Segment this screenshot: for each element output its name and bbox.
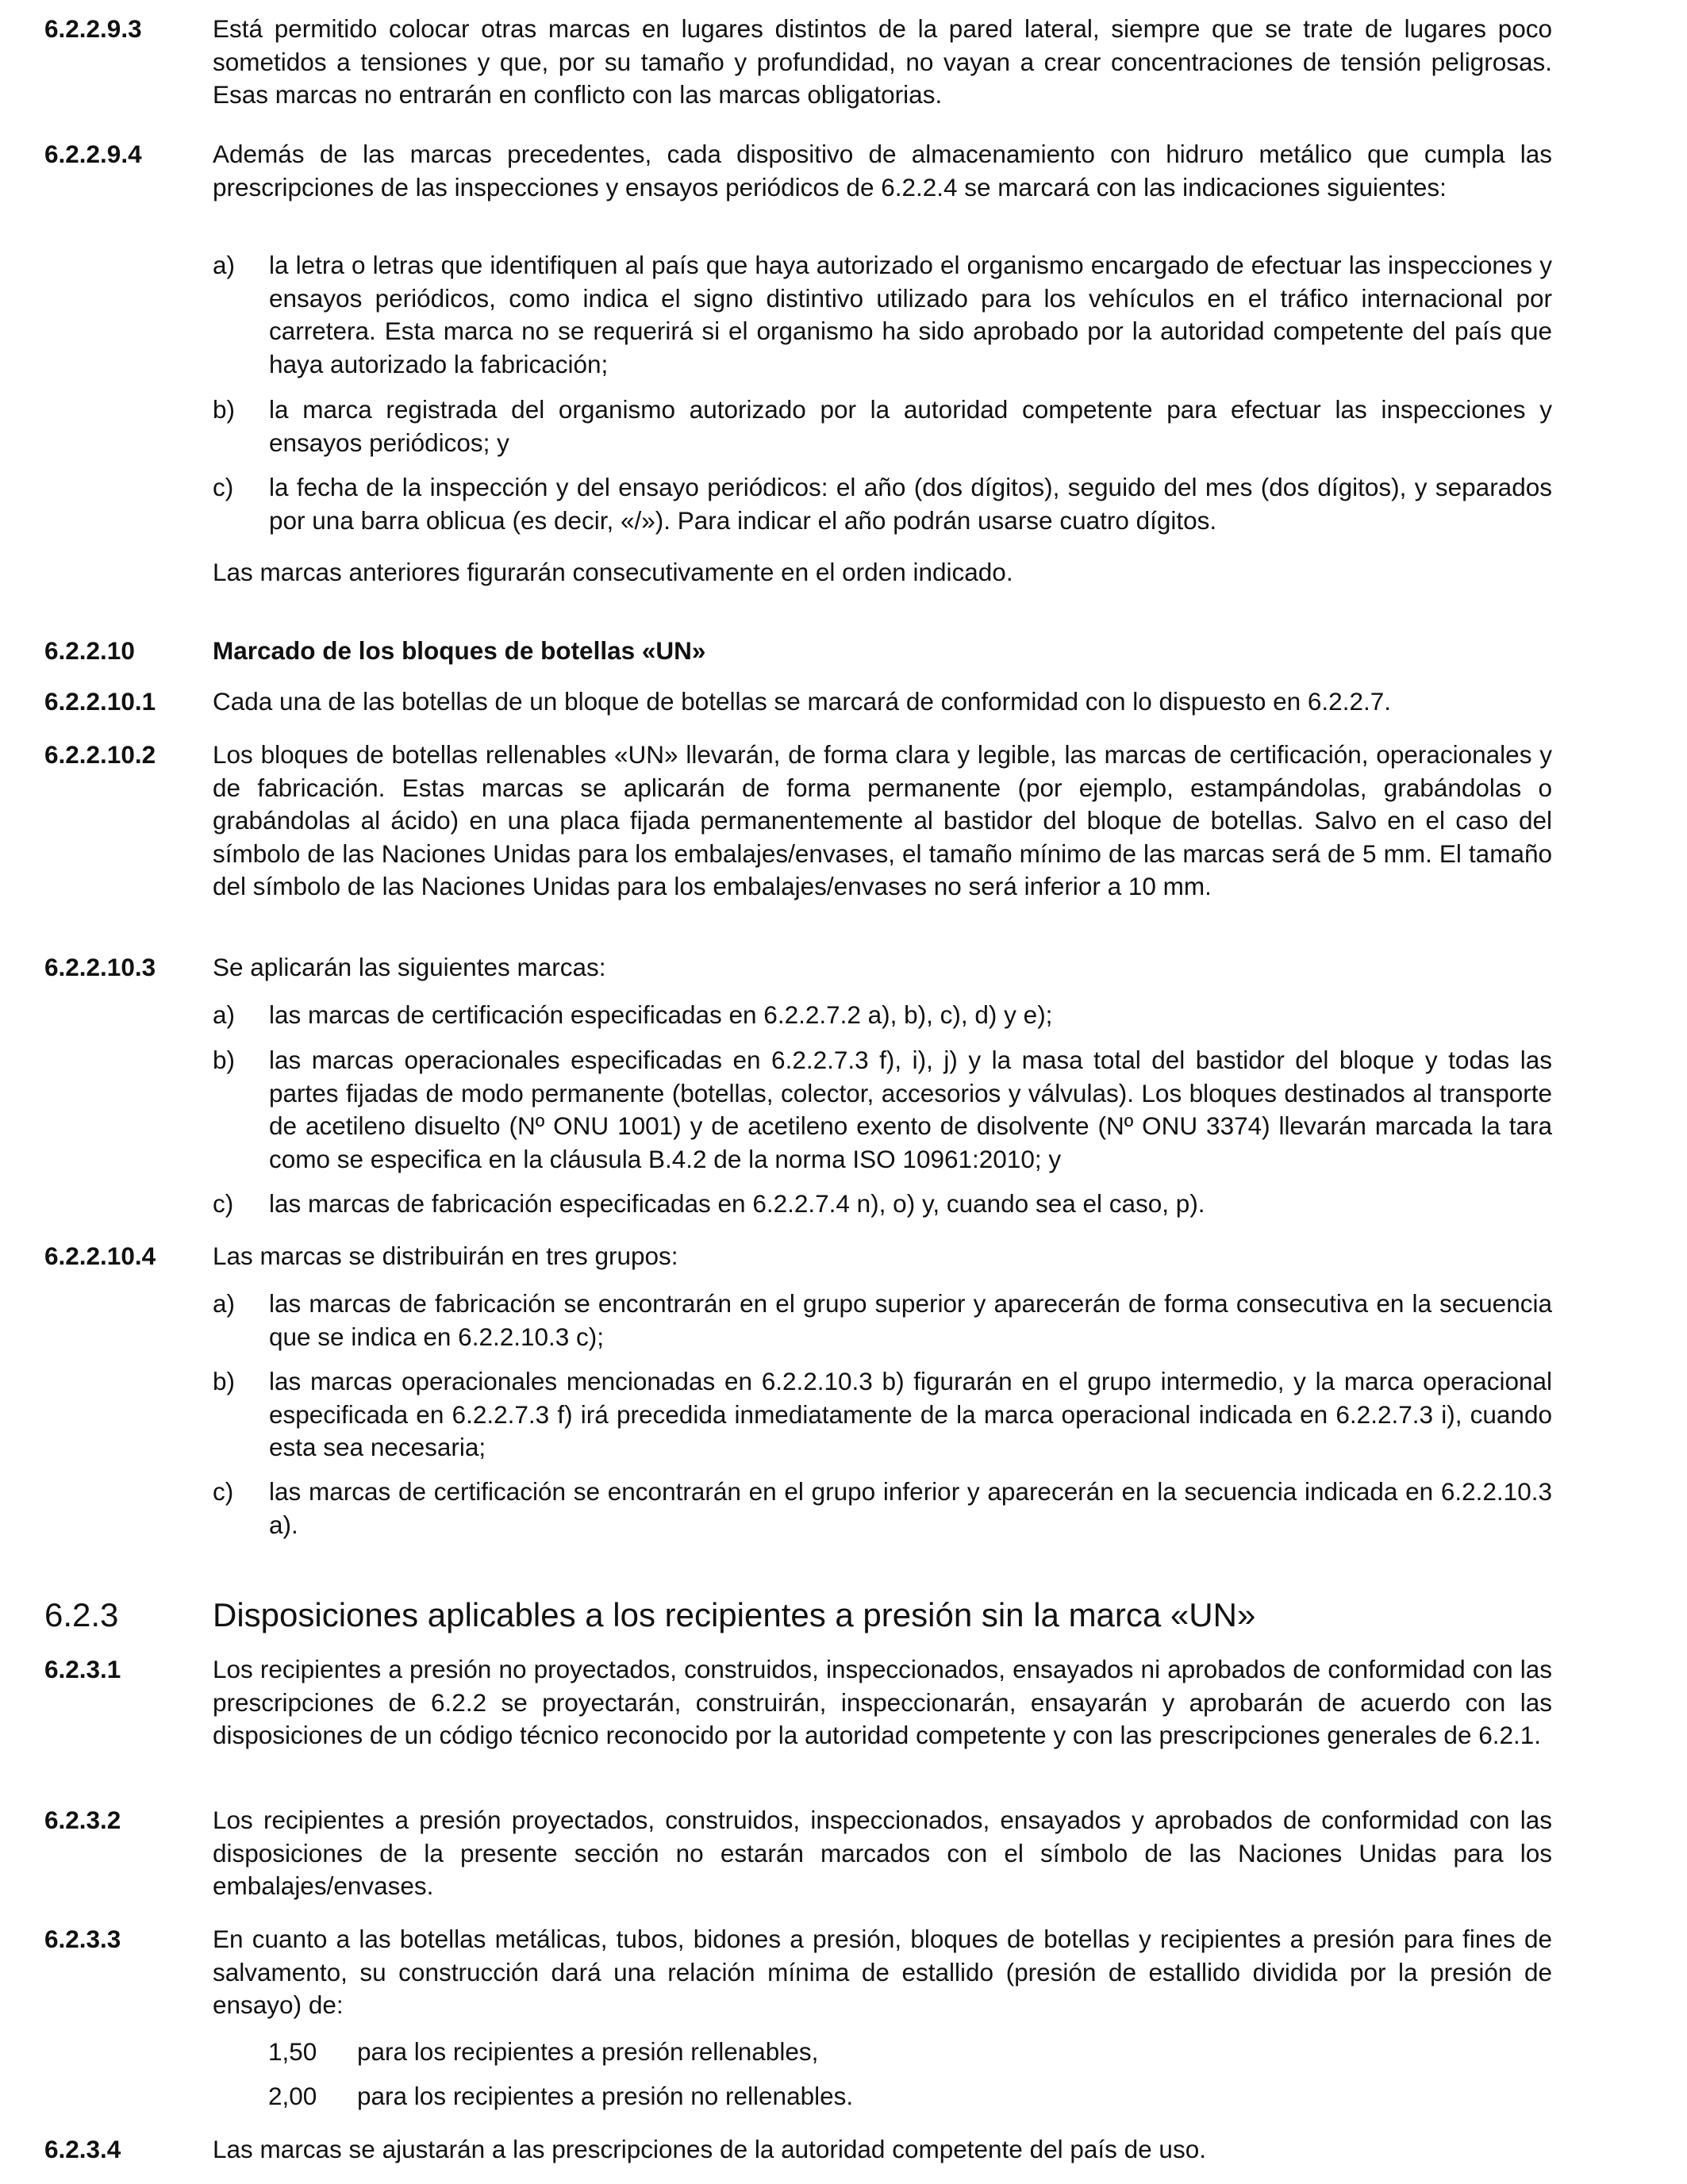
paragraph-number: 6.2.2.10.2 [44,740,156,769]
paragraph-number: 6.2.2.10.4 [44,1242,156,1270]
list-item-text: las marcas de fabricación se encontrarán en el grupo superior y aparecerán de forma consecutiva en la secuencia que se indica en 6.2.2.10.3 c); [269,1289,1552,1351]
list-item-letter: c) [213,1477,234,1506]
paragraph-number: 6.2.2.9.3 [44,14,142,43]
subsection-title: Marcado de los bloques de botellas «UN» [213,636,706,665]
list-item [213,249,1552,381]
paragraph-text: Las marcas se ajustarán a las prescripciones de la autoridad competente del país de uso. [213,2135,1206,2163]
paragraph-6-2-3-2 [44,1804,1552,1903]
paragraph-number: 6.2.3.3 [44,1925,121,1953]
list-item-letter: b) [213,395,236,424]
paragraph-number: 6.2.2.9.4 [44,140,142,168]
paragraph-text: Los recipientes a presión no proyectados, construidos, inspeccionados, ensayados ni aprobados de conformidad con las prescripciones de 6.2.2 se proyectarán, construirán, inspeccionarán, ensayarán y aprobarán de acuerdo con las disposiciones de un código técnico reconocido por la autoridad competente y con las prescripciones generales de 6.2.1. [213,1655,1552,1749]
paragraph-6-2-2-10-1 [44,685,1552,719]
paragraph-6-2-2-9-3 [44,13,1552,112]
ratio-description: para los recipientes a presión no rellenables. [357,2082,854,2110]
list-item-letter: c) [213,473,234,501]
section-title: Disposiciones aplicables a los recipientes a presión sin la marca «UN» [213,1596,1256,1633]
paragraph-6-2-2-10-4 [44,1240,1552,1273]
paragraph-text: Los bloques de botellas rellenables «UN» llevarán, de forma clara y legible, las marcas de certificación, operacionales y de fabricación. Estas marcas se aplicarán de forma permanente (por ejemplo, estampándolas, grabándolas o grabándolas al ácido) en una placa fijada permanentemente al bastidor del bloque de botellas. Salvo en el caso del símbolo de las Naciones Unidas para los embalajes/envases, el tamaño mínimo de las marcas será de 5 mm. El tamaño del símbolo de las Naciones Unidas para los embalajes/envases no será inferior a 10 mm. [213,740,1552,900]
list-item [213,999,1552,1032]
section-number: 6.2.3 [44,1596,119,1633]
list-item-text: las marcas de certificación especificadas en 6.2.2.7.2 a), b), c), d) y e); [269,1000,1053,1029]
list-item-text: las marcas de certificación se encontrarán en el grupo inferior y aparecerán en la secuencia indicada en 6.2.2.10.3 a). [269,1477,1552,1539]
list-item [213,1188,1552,1221]
paragraph-6-2-2-10-2 [44,739,1552,904]
paragraph-number: 6.2.2.10 [44,636,135,665]
subsection-heading-6-2-2-10 [44,635,1552,668]
ratio-value: 2,00 [268,2082,317,2110]
paragraph-text: Las marcas anteriores figurarán consecutivamente en el orden indicado. [213,558,1013,586]
paragraph-number: 6.2.3.1 [44,1655,121,1683]
paragraph-text: Además de las marcas precedentes, cada dispositivo de almacenamiento con hidruro metálico que cumpla las prescripciones de las inspecciones y ensayos periódicos de 6.2.2.4 se marcará con las indicaciones siguientes: [213,140,1552,202]
list-item-text: las marcas operacionales mencionadas en 6.2.2.10.3 b) figurarán en el grupo intermedio, y la marca operacional especificada en 6.2.2.7.3 f) irá precedida inmediatamente de la marca operacional indicada en 6.2.2.7.3 i), cuando esta sea necesaria; [269,1367,1552,1461]
paragraph-text: Los recipientes a presión proyectados, construidos, inspeccionados, ensayados y aprobados de conformidad con las disposiciones de la presente sección no estarán marcados con el símbolo de las Naciones Unidas para los embalajes/envases. [213,1806,1552,1900]
paragraph-text: Está permitido colocar otras marcas en lugares distintos de la pared lateral, siempre que se trate de lugares poco sometidos a tensiones y que, por su tamaño y profundidad, no vayan a crear concentraciones de tensión peligrosas. Esas marcas no entrarán en conflicto con las marcas obligatorias. [213,14,1552,109]
paragraph-6-2-3-3 [44,1923,1552,2022]
ratio-value: 1,50 [268,2037,317,2066]
list-item-letter: a) [213,251,236,279]
ratio-description: para los recipientes a presión rellenables, [357,2037,819,2066]
paragraph-text: En cuanto a las botellas metálicas, tubos, bidones a presión, bloques de botellas y recipientes a presión para fines de salvamento, su construcción dará una relación mínima de estallido (presión de estallido dividida por la presión de ensayo) de: [213,1925,1552,2019]
paragraph-number: 6.2.2.10.1 [44,687,156,716]
list-item [213,1288,1552,1353]
paragraph-number: 6.2.3.4 [44,2135,121,2163]
list-item-text: las marcas operacionales especificadas en 6.2.2.7.3 f), i), j) y la masa total del bastidor del bloque y todas las partes fijadas de modo permanente (botellas, colector, accesorios y válvulas). Los bloques destinados al transporte de acetileno disuelto (Nº ONU 1001) y de acetileno exento de disolvente (Nº ONU 3374) llevarán marcada la tara como se especifica en la cláusula B.4.2 de la norma ISO 10961:2010; y [269,1046,1552,1173]
closing-note [44,556,1552,589]
list-item-text: la marca registrada del organismo autorizado por la autoridad competente para efectuar las inspecciones y ensayos periódicos; y [269,395,1552,457]
list-item-text: las marcas de fabricación especificadas en 6.2.2.7.4 n), o) y, cuando sea el caso, p). [269,1189,1205,1218]
list-item-text: la letra o letras que identifiquen al país que haya autorizado el organismo encargado de efectuar las inspecciones y ensayos periódicos, como indica el signo distintivo utilizado para los vehículos en el tráfico internacional por carretera. Esta marca no se requerirá si el organismo ha sido aprobado por la autoridad competente del país que haya autorizado la fabricación; [269,251,1552,378]
list-item-letter: c) [213,1189,234,1218]
list-item [213,1365,1552,1464]
list-item [213,393,1552,459]
list-item [213,471,1552,537]
list-item-letter: b) [213,1046,236,1074]
paragraph-text: Cada una de las botellas de un bloque de botellas se marcará de conformidad con lo dispuesto en 6.2.2.7. [213,687,1391,716]
section-heading-6-2-3 [44,1595,1552,1636]
paragraph-text: Las marcas se distribuirán en tres grupos: [213,1242,678,1270]
paragraph-6-2-3-4 [44,2133,1552,2167]
paragraph-6-2-2-9-4 [44,138,1552,204]
paragraph-number: 6.2.2.10.3 [44,953,156,981]
paragraph-6-2-3-1 [44,1653,1552,1752]
list-item-letter: a) [213,1289,236,1318]
list-item-letter: a) [213,1000,236,1029]
paragraph-6-2-2-10-3 [44,951,1552,985]
list-item-letter: b) [213,1367,236,1395]
list-item [213,1044,1552,1176]
list-item [213,1476,1552,1541]
paragraph-text: Se aplicarán las siguientes marcas: [213,953,606,981]
list-item-text: la fecha de la inspección y del ensayo periódicos: el año (dos dígitos), seguido del mes (dos dígitos), y separados por una barra oblicua (es decir, «/»). Para indicar el año podrán usarse cuatro dígitos. [269,473,1552,535]
paragraph-number: 6.2.3.2 [44,1806,121,1834]
